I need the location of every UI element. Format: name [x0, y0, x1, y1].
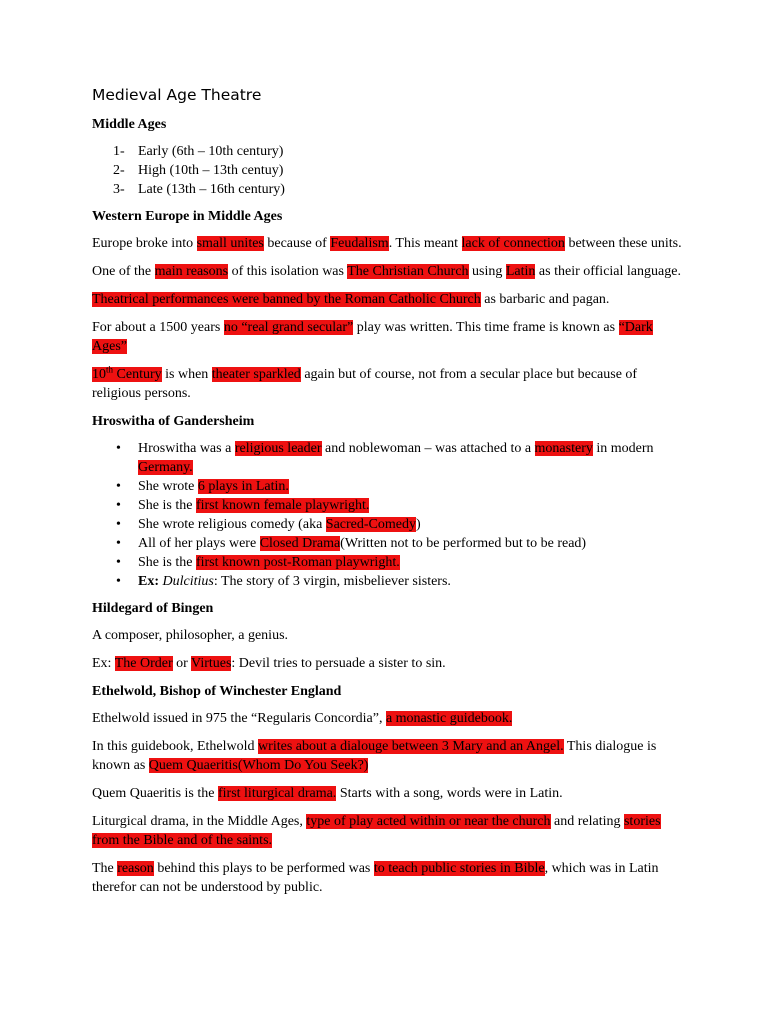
highlight: Theatrical performances were banned by the Roman Catholic Church: [92, 292, 481, 307]
list-item: [92, 496, 682, 515]
highlight: Quem Quaeritis(Whom Do You Seek?): [148, 758, 369, 773]
text: 10: [92, 367, 106, 382]
text: , which was in Latin therefor can not be understood by public.: [92, 861, 659, 895]
list-item-text: Late (13th – 16th century): [138, 182, 285, 197]
superscript: th: [106, 364, 114, 375]
text: of this isolation was: [228, 264, 348, 279]
paragraph: [92, 365, 682, 403]
text: in modern: [592, 441, 654, 456]
text: (Written not to be performed but to be read): [340, 536, 587, 551]
text: : Devil tries to persuade a sister to sin.: [231, 656, 446, 671]
text: . This meant: [388, 236, 462, 251]
text: The: [92, 861, 118, 876]
highlight: a monastic guidebook.: [385, 711, 513, 726]
middle-ages-list: [92, 142, 682, 199]
list-item: [92, 161, 682, 180]
highlight: type of play acted within or near the church: [306, 814, 551, 829]
text: Europe broke into: [92, 236, 197, 251]
text: behind this plays to be performed was: [153, 861, 374, 876]
text: She wrote religious comedy (aka: [138, 517, 326, 532]
paragraph: [92, 812, 682, 850]
play-title: Dulcitius: [162, 574, 214, 589]
text: as barbaric and pagan.: [480, 292, 610, 307]
bullet-icon: •: [116, 498, 121, 513]
highlight: no “real grand secular”: [223, 320, 354, 335]
highlight: first known post-Roman playwright.: [195, 555, 400, 570]
paragraph: [92, 784, 682, 803]
text: : The story of 3 virgin, misbeliever sisters.: [213, 574, 451, 589]
text: In this guidebook, Ethelwold: [92, 739, 259, 754]
text: She is the: [138, 498, 196, 513]
paragraph: [92, 318, 682, 356]
highlight: small unites: [196, 236, 264, 251]
highlight: lack of connection: [461, 236, 565, 251]
highlight: writes about a dialouge between 3 Mary and an Angel.: [258, 739, 564, 754]
text: Ex:: [92, 656, 115, 671]
heading-hildegard: Hildegard of Bingen: [92, 601, 214, 616]
list-item: [92, 477, 682, 496]
highlight: [92, 364, 162, 382]
text: Liturgical drama, in the Middle Ages,: [92, 814, 307, 829]
document-body: [92, 84, 682, 906]
list-item: [92, 515, 682, 534]
list-number: 2-: [113, 163, 125, 178]
text: Starts with a song, words were in Latin.: [336, 786, 563, 801]
text: or: [172, 656, 192, 671]
text: Hroswitha was a: [138, 441, 235, 456]
bullet-icon: •: [116, 536, 121, 551]
heading-hroswitha: Hroswitha of Gandersheim: [92, 414, 255, 429]
paragraph: [92, 262, 682, 281]
list-item: [92, 180, 682, 199]
text: because of: [263, 236, 331, 251]
highlight: “Dark Ages”: [92, 320, 653, 354]
list-item: [92, 572, 682, 591]
bullet-icon: •: [116, 555, 121, 570]
heading-ethelwold: Ethelwold, Bishop of Winchester England: [92, 684, 342, 699]
paragraph: [92, 709, 682, 728]
bullet-icon: •: [116, 517, 121, 532]
highlight: first known female playwright.: [195, 498, 370, 513]
text: and relating: [550, 814, 624, 829]
highlight: reason: [117, 861, 154, 876]
highlight: Latin: [505, 264, 536, 279]
highlight: The Order: [114, 656, 173, 671]
highlight: Germany.: [138, 460, 193, 475]
list-item-text: Early (6th – 10th century): [138, 144, 284, 159]
paragraph: [92, 234, 682, 253]
text: She is the: [138, 555, 196, 570]
highlight: Virtues: [191, 656, 232, 671]
text: All of her plays were: [138, 536, 260, 551]
text: using: [468, 264, 506, 279]
highlight: to teach public stories in Bible: [373, 861, 545, 876]
text: Quem Quaeritis is the: [92, 786, 218, 801]
bullet-icon: •: [116, 441, 121, 456]
list-item: [92, 439, 682, 477]
text: Century: [113, 367, 162, 382]
example-label: Ex:: [138, 574, 159, 589]
list-item: [92, 553, 682, 572]
text: between these units.: [564, 236, 682, 251]
highlight: The Christian Church: [347, 264, 469, 279]
text: is when: [161, 367, 212, 382]
text: One of the: [92, 264, 155, 279]
text: again but of course, not from a secular place but because of religious persons.: [92, 367, 638, 401]
heading-middle-ages: Middle Ages: [92, 117, 167, 132]
document-title: Medieval Age Theatre: [92, 86, 262, 104]
highlight: stories from the Bible and of the saints.: [92, 814, 661, 848]
text: This dialogue is known as: [92, 739, 657, 773]
paragraph: [92, 654, 682, 673]
highlight: main reasons: [154, 264, 229, 279]
highlight: monastery: [534, 441, 593, 456]
highlight: Feudalism: [330, 236, 389, 251]
list-item: [92, 534, 682, 553]
text: play was written. This time frame is known as: [353, 320, 619, 335]
highlight: religious leader: [234, 441, 322, 456]
paragraph: A composer, philosopher, a genius.: [92, 628, 289, 643]
heading-western-europe: Western Europe in Middle Ages: [92, 209, 283, 224]
bullet-icon: •: [116, 479, 121, 494]
highlight: Sacred-Comedy: [325, 517, 416, 532]
highlight: Closed Drama: [259, 536, 341, 551]
text: Ethelwold issued in 975 the “Regularis Concordia”,: [92, 711, 386, 726]
list-number: 1-: [113, 144, 125, 159]
paragraph: [92, 290, 682, 309]
list-item-text: High (10th – 13th centuy): [138, 163, 284, 178]
paragraph: [92, 859, 682, 897]
list-number: 3-: [113, 182, 125, 197]
highlight: first liturgical drama.: [217, 786, 337, 801]
text: She wrote: [138, 479, 198, 494]
text: as their official language.: [535, 264, 681, 279]
text: and noblewoman – was attached to a: [321, 441, 535, 456]
paragraph: [92, 737, 682, 775]
text: ): [415, 517, 421, 532]
highlight: 6 plays in Latin.: [197, 479, 289, 494]
hroswitha-list: [92, 439, 682, 591]
bullet-icon: •: [116, 574, 121, 589]
list-item: [92, 142, 682, 161]
highlight: theater sparkled: [211, 367, 301, 382]
text: For about a 1500 years: [92, 320, 224, 335]
